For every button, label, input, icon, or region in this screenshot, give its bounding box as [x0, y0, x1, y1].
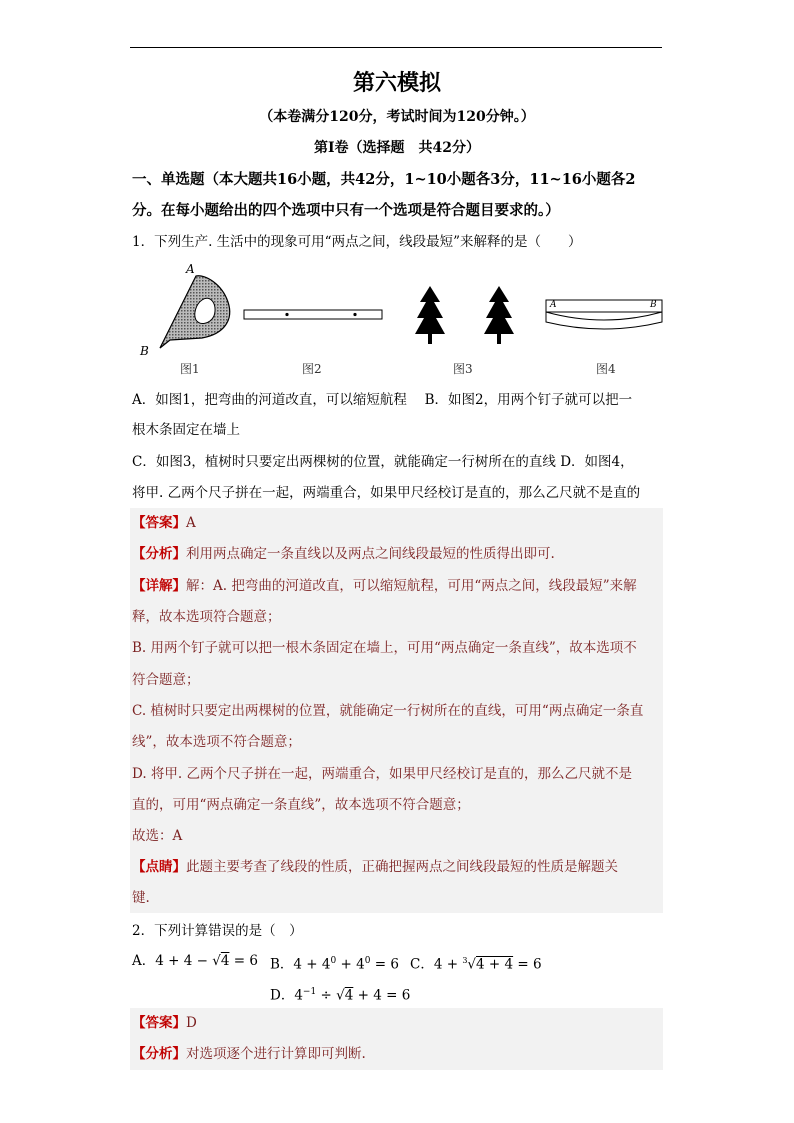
- q1-options-line1: A．如图1，把弯曲的河道改直，可以缩短航程 B．如图2，用两个钉子就可以把一: [132, 392, 633, 408]
- q1-detail-line2: 释，故本选项符合题意；: [132, 609, 281, 625]
- figure-4-caption: 图4: [596, 362, 616, 376]
- figure-1-label-a: A: [186, 262, 195, 276]
- q1-detail-line5: C. 植树时只要定出两棵树的位置，就能确定一行树所在的直线，可用“两点确定一条直: [132, 703, 644, 719]
- page-title: 第六模拟: [352, 70, 441, 96]
- figure-4-rulers: [546, 300, 662, 329]
- q1-figure-svg: [130, 262, 670, 377]
- q1-answer: 【答案】A: [132, 515, 196, 531]
- q2-option-c: C．4 + $^3$√4 + 4 = 6: [410, 956, 542, 973]
- q1-detail-line6: 线”，故本选项不符合题意；: [132, 734, 301, 750]
- section-heading-line2: 分。在每小题给出的四个选项中只有一个选项是符合题目要求的。）: [132, 202, 560, 219]
- q1-detail-line4: 符合题意；: [132, 672, 200, 688]
- q2-option-a: A．4 + 4 − √4 = 6: [132, 953, 258, 969]
- section-heading-line1: 一、单选题（本大题共16小题，共42分，1~10小题各3分，11~16小题各2: [132, 171, 636, 188]
- q1-detail-line3: B. 用两个钉子就可以把一根木条固定在墙上，可用“两点确定一条直线”，故本选项不: [132, 640, 637, 656]
- q1-options-line4: 将甲. 乙两个尺子拼在一起，两端重合，如果甲尺经校订是直的，那么乙尺就不是直的: [132, 485, 641, 501]
- part-title: 第Ⅰ卷（选择题 共42分）: [313, 140, 481, 156]
- q1-detail-line1: 【详解】解：A. 把弯曲的河道改直，可以缩短航程，可用“两点之间，线段最短”来解: [132, 578, 637, 594]
- q2-options-row1: [132, 951, 662, 971]
- q1-analysis: 【分析】利用两点确定一条直线以及两点之间线段最短的性质得出即可.: [132, 546, 555, 562]
- figure-3-trees: [415, 286, 514, 344]
- q1-choose: 故选：A: [132, 828, 183, 844]
- q1-options-line3: C．如图3，植树时只要定出两棵树的位置，就能确定一行树所在的直线 D．如图4，: [132, 454, 634, 470]
- q2-stem: 2．下列计算错误的是（ ）: [132, 923, 303, 939]
- q2-analysis: 【分析】对选项逐个进行计算即可判断.: [132, 1046, 366, 1062]
- q1-comment-line1: 【点睛】此题主要考查了线段的性质，正确把握两点之间线段最短的性质是解题关: [132, 859, 618, 875]
- figure-1-label-b: B: [140, 344, 149, 358]
- q1-options-line2: 根木条固定在墙上: [132, 422, 240, 438]
- q1-figures: [130, 262, 670, 377]
- figure-4-label-a: A: [550, 300, 557, 310]
- figure-1-shape: [160, 276, 230, 348]
- figure-2-caption: 图2: [302, 362, 322, 376]
- q2-answer: 【答案】D: [132, 1015, 197, 1031]
- q2-option-d: D．$4^{-1} \div √4 + 4 = 6$: [270, 987, 411, 1004]
- q1-detail-line7: D. 将甲. 乙两个尺子拼在一起，两端重合，如果甲尺经校订是直的，那么乙尺就不是: [132, 766, 633, 782]
- header-rule: [130, 47, 662, 48]
- q1-stem: 1．下列生产. 生活中的现象可用“两点之间，线段最短”来解释的是（ ）: [132, 234, 582, 250]
- figure-1-caption: 图1: [180, 362, 200, 376]
- figure-2-strip: [244, 310, 382, 319]
- q1-detail-line8: 直的，可用“两点确定一条直线”，故本选项不符合题意；: [132, 797, 470, 813]
- q2-option-b: B．$4 + 4^0 + 4^0 = 6$: [270, 956, 399, 973]
- q1-comment-line2: 键.: [132, 890, 150, 906]
- figure-4-label-b: B: [650, 300, 657, 310]
- page-subtitle: （本卷满分120分，考试时间为120分钟。）: [259, 109, 535, 125]
- figure-3-caption: 图3: [453, 362, 473, 376]
